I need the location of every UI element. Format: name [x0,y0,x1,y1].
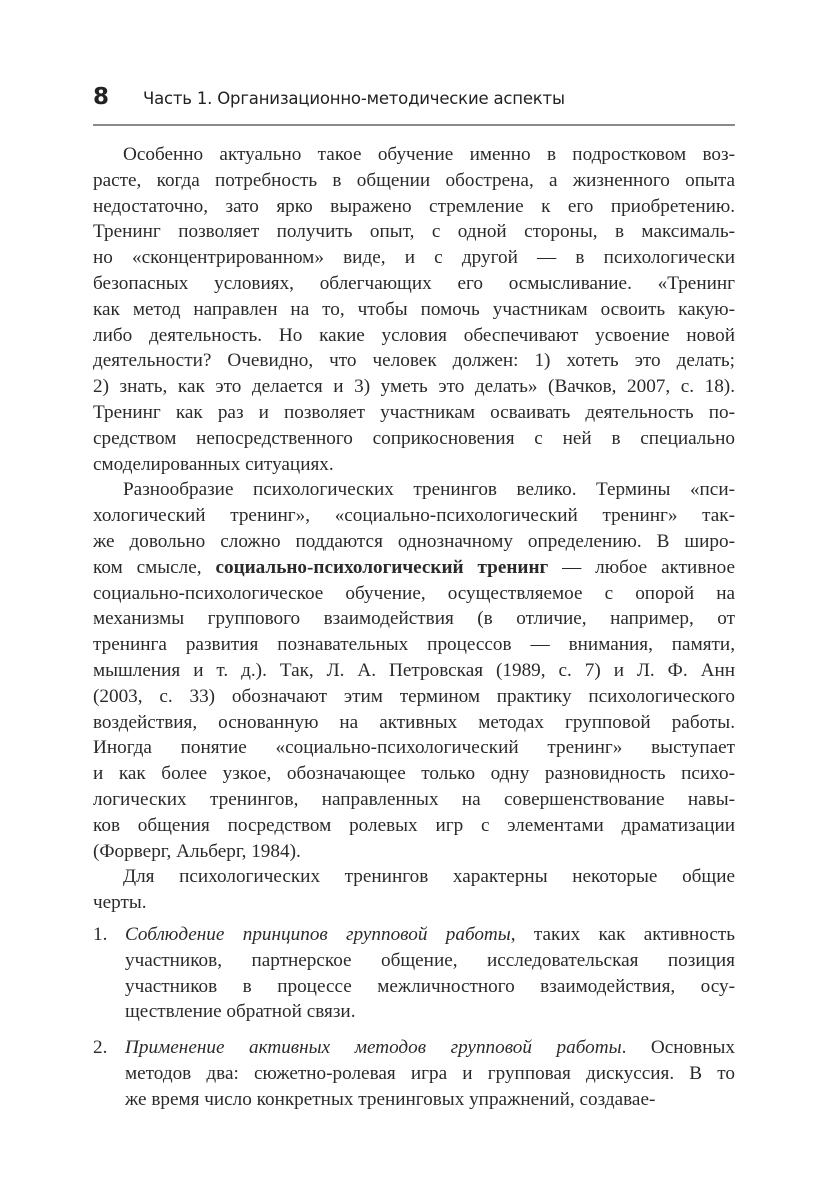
text-run: черты. [93,892,147,914]
running-header [93,84,735,124]
paragraph [93,864,735,916]
header-rule [93,124,735,126]
running-title: Часть 1. Организационно-методические аспекты [143,89,565,108]
text-run: Особенно актуально такое обучение именно в подростковом воз- [123,144,735,165]
text-run: . Основных [621,1037,735,1059]
text-run: социально-психологическое обучение, осуществляемое с опорой на [93,582,735,604]
text-line [93,581,735,607]
text-run: , таких как активность [510,923,735,945]
text-run: Для психологических тренингов характерны некоторые общие [123,866,735,888]
text-run: мышления и т. д.). Так, Л. А. Петровская (1989, с. 7) и Л. Ф. Анн [93,659,735,681]
text-run: воздействия, основанную на активных методах групповой работы. [93,711,735,733]
text-line [93,813,735,839]
bold-term: социально-психологический тренинг [215,556,549,578]
text-line [93,922,735,948]
text-line [93,735,735,761]
italic-term: Соблюдение принципов групповой работы [125,923,511,945]
text-run: участников в процессе межличностного взаимодействия, осу- [125,975,735,997]
text-run: хологический тренинг», «социально-психологический тренинг» так- [93,505,735,527]
text-line [93,142,735,168]
text-run: как метод направлен на то, чтобы помочь участникам освоить какую- [93,298,735,320]
text-line [93,864,735,890]
text-line [93,555,735,581]
text-run: же время число конкретных тренинговых упражнений, создавае- [125,1088,656,1110]
page-number: 8 [93,84,110,110]
text-run: участников, партнерское общение, исследовательская позиция [125,949,735,971]
text-run: ков общения посредством ролевых игр с элементами драматизации [93,814,735,836]
text-line [93,194,735,220]
text-run: Тренинг позволяет получить опыт, с одной стороны, в максималь- [93,221,735,243]
paragraph [93,142,735,477]
text-line [93,839,735,865]
list-item [93,922,735,1025]
text-line [93,297,735,323]
text-run: либо деятельность. Но какие условия обеспечивают усвоение новой [93,324,735,346]
text-line [93,426,735,452]
text-line [93,710,735,736]
text-run: Иногда понятие «социально-психологический тренинг» выступает [93,737,735,759]
text-line [93,1061,735,1087]
text-run: 2) знать, как это делается и 3) уметь это делать» (Вачков, 2007, с. 18). [93,376,735,398]
text-line [93,503,735,529]
text-line [93,477,735,503]
text-line [93,348,735,374]
text-line [93,632,735,658]
text-line [93,948,735,974]
list-item [93,1035,735,1112]
text-line [93,529,735,555]
text-line [93,271,735,297]
text-run: смоделированных ситуациях. [93,453,334,475]
text-line [93,323,735,349]
text-run: (2003, с. 33) обозначают этим термином практику психологического [93,685,735,707]
text-run: и как более узкое, обозначающее только одну разновидность психо- [93,763,735,785]
text-line [93,974,735,1000]
text-run: методов два: сюжетно-ролевая игра и групповая дискуссия. В то [125,1062,735,1084]
text-run: Разнообразие психологических тренингов велико. Термины «пси- [123,479,735,501]
text-line [93,400,735,426]
text-run: деятельности? Очевидно, что человек должен: 1) хотеть это делать; [93,350,735,372]
text-line [93,245,735,271]
text-run: Тренинг как раз и позволяет участникам осваивать деятельность по- [93,401,735,423]
text-line [93,1087,735,1113]
text-run: же довольно сложно поддаются однозначному определению. В широ- [93,530,735,552]
page-body [93,142,735,1112]
text-run: безопасных условиях, облегчающих его осмысливание. «Тренинг [93,272,735,294]
text-line [93,787,735,813]
list-number: 2. [93,1037,108,1059]
text-run: но «сконцентрированном» виде, и с другой — в психологически [93,247,735,269]
text-line [93,374,735,400]
list-number: 1. [93,923,108,945]
text-run: недостаточно, зато ярко выражено стремление к его приобретению. [93,195,735,217]
text-run: (Форверг, Альберг, 1984). [93,840,301,862]
text-run: тренинга развития познавательных процессов — внимания, памяти, [93,634,735,656]
text-run: механизмы группового взаимодействия (в отличие, например, от [93,608,735,630]
text-run: логических тренингов, направленных на совершенствование навы- [93,788,735,810]
text-run: — любое активное [548,556,735,578]
text-line [93,1035,735,1061]
text-line [93,168,735,194]
text-line [93,684,735,710]
text-line [93,452,735,478]
text-run: средством непосредственного соприкосновения с ней в специально [93,427,735,449]
text-line [93,606,735,632]
text-line [93,219,735,245]
text-line [93,658,735,684]
text-run: ществление обратной связи. [125,1001,356,1023]
text-line [93,890,735,916]
text-line [93,999,735,1025]
text-line [93,761,735,787]
text-run: ком смысле, [93,556,216,578]
italic-term: Применение активных методов групповой работы [125,1037,622,1059]
list-spacer [93,1025,735,1035]
text-run: расте, когда потребность в общении обострена, а жизненного опыта [93,169,735,191]
paragraph [93,477,735,864]
